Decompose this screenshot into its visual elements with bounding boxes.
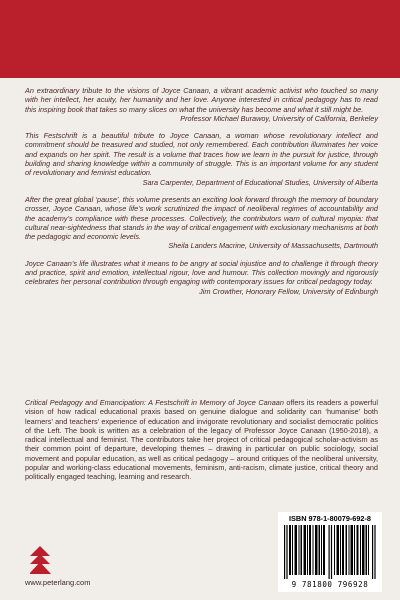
endorsement-1 bbox=[25, 86, 378, 123]
description-body: offers its readers a powerful vision of how radical educational praxis based on genuine dialogue and solidarity can ‘humanise’ both learners’ and teachers’ experience of education and invigorate revolutionary and socialist democratic politics of the Left. The book is written as a celebration of the legacy of Professor Joyce Canaan (1950-2018), a radical intellectual and feminist. The contributors take her project of critical pedagogical scholar-activism as their common point of departure, developing themes – drawing in particular on public sociology, social movement and popular education, as well as critical pedagogy – around critiques of the neoliberal university, popular and working-class educational movements, feminism, anti-racism, climate justice, critical theory and politically engaged teaching, learning and research. bbox=[25, 398, 378, 482]
endorsement-4 bbox=[25, 259, 378, 296]
book-title: Critical Pedagogy and Emancipation: A Festschrift in Memory of Joyce Canaan bbox=[25, 398, 284, 407]
barcode-box bbox=[278, 512, 382, 592]
endorsement-quote: After the great global ‘pause’, this volume presents an exciting look forward through the memory of boundary crosser, Joyce Canaan, whose life’s work scrutinized the impact of neoliberal regimes of accountability and the academy’s compliance with these processes. Collectively, the contributors warn of cultural myopia: that cultural near-sightedness that stands in the way of critical engagement with exclusionary mechanisms at both the pedagogic and economic levels. bbox=[25, 194, 378, 242]
endorsement-attribution: Sheila Landers Macrine, University of Massachusetts, Dartmouth bbox=[168, 241, 378, 251]
endorsements bbox=[25, 86, 378, 304]
book-description bbox=[25, 398, 378, 482]
endorsement-2 bbox=[25, 131, 378, 187]
publisher-url: www.peterlang.com bbox=[25, 578, 91, 587]
endorsement-attribution: Jim Crowther, Honorary Fellow, University of Edinburgh bbox=[199, 286, 378, 296]
peter-lang-logo-icon bbox=[30, 544, 110, 576]
cover-color-band bbox=[0, 0, 400, 78]
endorsement-quote: An extraordinary tribute to the visions of Joyce Canaan, a vibrant academic activist who touched so many with her intellect, her acuity, her humanity and her love. Anyone interested in critical pedagogy has to read this inspiring book that takes so many slices on what the university has become and what it still might be. bbox=[25, 86, 378, 114]
endorsement-quote: This Festschrift is a beautiful tribute to Joyce Canaan, a woman whose revolutionary intellect and commitment should be treasured and studied, not only remembered. Each contribution illuminates her voice and expands on her spirit. The result is a volume that traces how we learn in the pursuit for justice, through building and sharing knowledge within a community of struggle. This is an important volume for any student of revolutionary and feminist education. bbox=[25, 131, 378, 178]
isbn-label: ISBN 978-1-80079-692-8 bbox=[289, 514, 371, 523]
endorsement-quote: Joyce Canaan’s life illustrates what it means to be angry at social injustice and to challenge it through theory and practice, spirit and emotion, intellectual rigour, love and humour. This collection movingly and rigorously celebrates her personal contribution through engaging with contemporary issues for critical pedagogy today. bbox=[25, 258, 378, 287]
barcode-icon bbox=[284, 525, 376, 579]
endorsement-attribution: Sara Carpenter, Department of Educational Studies, University of Alberta bbox=[142, 177, 378, 187]
endorsement-attribution: Professor Michael Burawoy, University of California, Berkeley bbox=[180, 113, 378, 123]
endorsement-3 bbox=[25, 195, 378, 251]
barcode-number: 9 781800 796928 bbox=[291, 580, 369, 589]
